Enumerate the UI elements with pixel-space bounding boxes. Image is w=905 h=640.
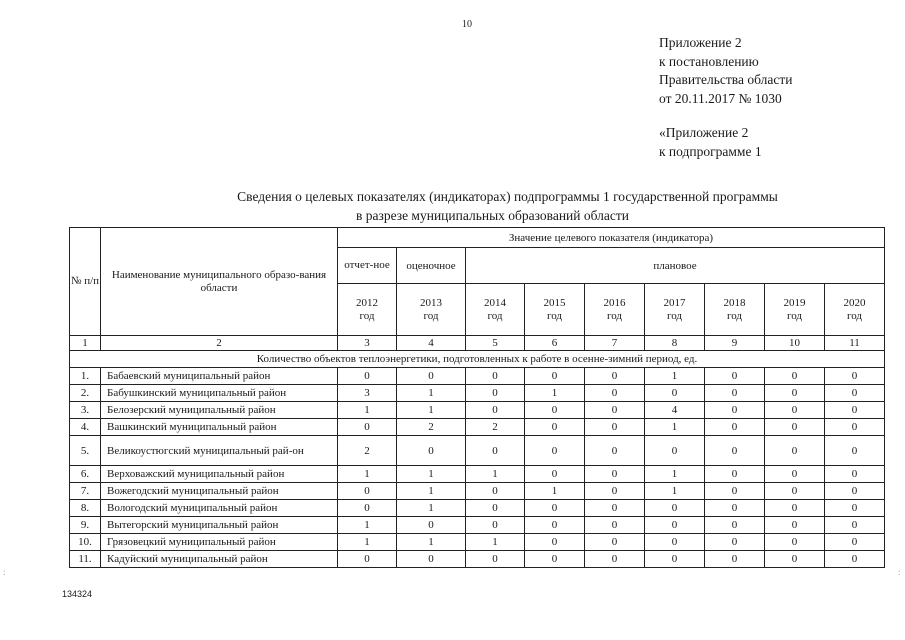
row-number: 10.: [70, 534, 101, 551]
header-year: 2012 год: [338, 284, 397, 336]
margin-mark: :: [3, 567, 6, 577]
indicator-value: 2: [338, 436, 397, 466]
appendix-line: к постановлению: [659, 53, 759, 69]
column-number: 6: [525, 336, 585, 351]
indicator-value: 0: [525, 436, 585, 466]
municipality-name: Верховажский муниципальный район: [101, 466, 338, 483]
indicator-value: 0: [825, 483, 885, 500]
indicator-value: 0: [338, 500, 397, 517]
indicator-value: 0: [645, 517, 705, 534]
row-number: 8.: [70, 500, 101, 517]
indicator-value: 0: [705, 517, 765, 534]
header-estimated: оценочное: [397, 248, 466, 284]
indicator-value: 0: [585, 517, 645, 534]
indicator-value: 0: [585, 368, 645, 385]
table-row: [70, 500, 885, 517]
row-number: 9.: [70, 517, 101, 534]
row-number: 3.: [70, 402, 101, 419]
indicator-value: 0: [466, 517, 525, 534]
indicator-value: 2: [466, 419, 525, 436]
table-row: [70, 483, 885, 500]
appendix-header: [659, 34, 792, 108]
indicator-value: 1: [338, 466, 397, 483]
page-number: 10: [462, 19, 472, 30]
indicator-value: 0: [705, 551, 765, 568]
subprogram-appendix: [659, 124, 762, 161]
indicator-value: 0: [765, 534, 825, 551]
appendix-line: «Приложение 2: [659, 125, 749, 140]
municipality-name: Вологодский муниципальный район: [101, 500, 338, 517]
title-line-2: в разрезе муниципальных образований области: [356, 208, 629, 223]
indicator-value: 0: [525, 419, 585, 436]
column-number: 7: [585, 336, 645, 351]
indicator-value: 1: [525, 483, 585, 500]
indicator-value: 0: [338, 551, 397, 568]
column-number: 11: [825, 336, 885, 351]
municipality-name: Кадуйский муниципальный район: [101, 551, 338, 568]
indicator-value: 0: [466, 402, 525, 419]
indicator-value: 0: [825, 500, 885, 517]
indicator-value: 0: [466, 483, 525, 500]
indicator-value: 0: [338, 419, 397, 436]
indicator-value: 3: [338, 385, 397, 402]
indicator-value: 0: [466, 500, 525, 517]
indicator-value: 0: [525, 517, 585, 534]
header-year: 2017 год: [645, 284, 705, 336]
table-row: [70, 419, 885, 436]
indicator-value: 0: [825, 436, 885, 466]
indicator-value: 0: [825, 517, 885, 534]
indicator-value: 1: [466, 534, 525, 551]
indicator-value: 0: [466, 551, 525, 568]
indicator-value: 1: [397, 466, 466, 483]
column-number: 2: [101, 336, 338, 351]
row-number: 4.: [70, 419, 101, 436]
indicator-value: 0: [705, 385, 765, 402]
indicator-value: 0: [525, 500, 585, 517]
row-number: 2.: [70, 385, 101, 402]
indicator-value: 1: [397, 534, 466, 551]
municipality-name: Бабаевский муниципальный район: [101, 368, 338, 385]
header-reported: отчет-ное: [338, 248, 397, 284]
row-number: 5.: [70, 436, 101, 466]
indicator-value: 0: [585, 419, 645, 436]
indicator-value: 0: [525, 466, 585, 483]
indicator-value: 0: [705, 368, 765, 385]
header-number: № п/п: [70, 228, 101, 336]
indicator-value: 1: [645, 368, 705, 385]
indicator-value: 0: [825, 551, 885, 568]
indicator-value: 2: [397, 419, 466, 436]
indicator-value: 0: [645, 500, 705, 517]
indicator-value: 0: [397, 517, 466, 534]
indicator-value: 0: [765, 385, 825, 402]
appendix-line: от 20.11.2017 № 1030: [659, 90, 782, 106]
title-line-1: Сведения о целевых показателях (индикаторах) подпрограммы 1 государственной программы: [237, 189, 778, 204]
indicator-value: 0: [705, 534, 765, 551]
indicator-value: 0: [825, 419, 885, 436]
indicator-value: 0: [825, 466, 885, 483]
indicator-value: 4: [645, 402, 705, 419]
indicator-value: 0: [585, 402, 645, 419]
column-number: 4: [397, 336, 466, 351]
indicator-value: 0: [585, 551, 645, 568]
indicator-value: 0: [466, 385, 525, 402]
indicator-value: 1: [338, 517, 397, 534]
header-indicator-value: Значение целевого показателя (индикатора): [338, 228, 885, 248]
table-body: [70, 368, 885, 568]
indicator-value: 0: [585, 385, 645, 402]
indicator-value: 0: [525, 551, 585, 568]
row-number: 11.: [70, 551, 101, 568]
indicator-value: 0: [397, 436, 466, 466]
table-row: [70, 517, 885, 534]
indicator-value: 1: [645, 466, 705, 483]
indicator-value: 0: [466, 436, 525, 466]
indicator-value: 0: [765, 419, 825, 436]
document-title: [0, 187, 905, 225]
indicator-value: 0: [585, 483, 645, 500]
indicator-value: 0: [765, 436, 825, 466]
table-row: [70, 551, 885, 568]
header-year: 2014 год: [466, 284, 525, 336]
table-row: [70, 466, 885, 483]
indicator-value: 1: [338, 402, 397, 419]
row-number: 7.: [70, 483, 101, 500]
indicator-value: 0: [338, 368, 397, 385]
indicator-value: 0: [705, 419, 765, 436]
indicator-value: 0: [525, 534, 585, 551]
header-planned: плановое: [466, 248, 885, 284]
indicator-value: 1: [338, 534, 397, 551]
indicators-table: [69, 227, 885, 568]
indicator-value: 0: [765, 517, 825, 534]
indicator-value: 0: [397, 368, 466, 385]
municipality-name: Грязовецкий муниципальный район: [101, 534, 338, 551]
indicator-value: 1: [397, 483, 466, 500]
indicator-value: 0: [525, 402, 585, 419]
column-number: 5: [466, 336, 525, 351]
municipality-name: Вашкинский муниципальный район: [101, 419, 338, 436]
indicator-value: 0: [825, 402, 885, 419]
indicator-value: 1: [645, 419, 705, 436]
table-row: [70, 402, 885, 419]
indicator-value: 0: [585, 466, 645, 483]
document-stamp: 134324: [62, 589, 93, 599]
indicator-value: 0: [645, 436, 705, 466]
table-row: [70, 534, 885, 551]
indicator-value: 0: [645, 385, 705, 402]
column-number-row: [70, 336, 885, 351]
indicator-value: 1: [525, 385, 585, 402]
table-row: [70, 436, 885, 466]
appendix-line: к подпрограмме 1: [659, 143, 762, 159]
indicator-value: 0: [585, 534, 645, 551]
indicator-value: 0: [705, 436, 765, 466]
appendix-line: Правительства области: [659, 72, 793, 87]
header-municipality: Наименование муниципального образо-вания области: [101, 228, 338, 336]
header-year: 2020 год: [825, 284, 885, 336]
row-number: 6.: [70, 466, 101, 483]
indicator-value: 0: [466, 368, 525, 385]
column-number: 3: [338, 336, 397, 351]
margin-mark: :: [898, 567, 901, 577]
indicator-value: 0: [825, 368, 885, 385]
header-year: 2018 год: [705, 284, 765, 336]
indicator-value: 0: [525, 368, 585, 385]
municipality-name: Вытегорский муниципальный район: [101, 517, 338, 534]
header-year: 2013 год: [397, 284, 466, 336]
indicator-value: 0: [585, 500, 645, 517]
indicator-value: 1: [397, 385, 466, 402]
indicator-value: 0: [765, 466, 825, 483]
indicator-value: 1: [397, 402, 466, 419]
indicator-value: 0: [705, 466, 765, 483]
indicator-value: 0: [705, 402, 765, 419]
indicator-value: 0: [645, 534, 705, 551]
indicator-value: 1: [397, 500, 466, 517]
indicator-value: 0: [765, 368, 825, 385]
header-year: 2019 год: [765, 284, 825, 336]
indicator-value: 0: [705, 500, 765, 517]
indicator-value: 0: [825, 534, 885, 551]
indicator-value: 0: [765, 551, 825, 568]
indicator-value: 1: [645, 483, 705, 500]
indicator-value: 0: [338, 483, 397, 500]
header-year: 2016 год: [585, 284, 645, 336]
section-heading: Количество объектов теплоэнергетики, подготовленных к работе в осенне-зимний период, ед.: [70, 351, 885, 368]
indicator-value: 0: [765, 500, 825, 517]
row-number: 1.: [70, 368, 101, 385]
municipality-name: Белозерский муниципальный район: [101, 402, 338, 419]
indicator-value: 0: [397, 551, 466, 568]
municipality-name: Вожегодский муниципальный район: [101, 483, 338, 500]
header-year: 2015 год: [525, 284, 585, 336]
column-number: 1: [70, 336, 101, 351]
indicator-value: 0: [765, 402, 825, 419]
indicator-value: 0: [645, 551, 705, 568]
indicator-value: 0: [705, 483, 765, 500]
indicator-value: 0: [765, 483, 825, 500]
municipality-name: Великоустюгский муниципальный рай-он: [101, 436, 338, 466]
municipality-name: Бабушкинский муниципальный район: [101, 385, 338, 402]
column-number: 10: [765, 336, 825, 351]
column-number: 8: [645, 336, 705, 351]
table-row: [70, 368, 885, 385]
column-number: 9: [705, 336, 765, 351]
indicator-value: 1: [466, 466, 525, 483]
indicator-value: 0: [585, 436, 645, 466]
appendix-line: Приложение 2: [659, 35, 742, 50]
indicator-value: 0: [825, 385, 885, 402]
table-row: [70, 385, 885, 402]
